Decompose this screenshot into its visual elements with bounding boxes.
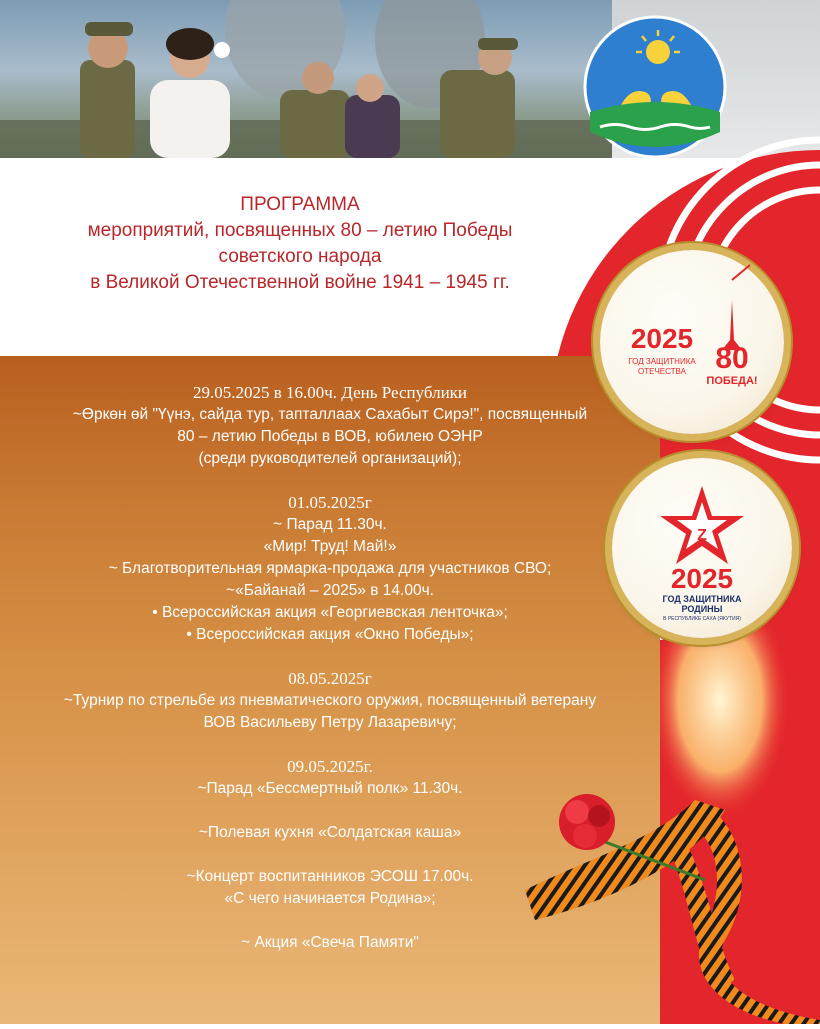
event-1-date: 29.05.2025 в 16.00ч. День Республики <box>192 383 468 402</box>
event-4-extra-3: «С чего начинается Родина»; <box>224 890 436 907</box>
event-4-date: 09.05.2025г. <box>287 757 373 776</box>
badge2-caption-2: РОДИНЫ <box>681 604 723 614</box>
event-2-item-1: ~ Парад 11.30ч. <box>273 516 387 533</box>
event-2-item-2: «Мир! Труд! Май!» <box>263 538 397 555</box>
title-heading: ПРОГРАММА <box>240 194 360 215</box>
badge2-caption-3: В РЕСПУБЛИКЕ САХА (ЯКУТИЯ) <box>663 616 741 622</box>
badge1-word: ПОБЕДА! <box>706 375 758 387</box>
event-3-date: 08.05.2025г <box>288 669 372 688</box>
badge2-year: 2025 <box>670 563 734 594</box>
district-emblem <box>580 12 730 162</box>
svg-text:Z: Z <box>697 527 707 544</box>
badge1-number: 80 <box>715 342 749 375</box>
badge1-caption-2: ОТЕЧЕСТВА <box>638 367 686 376</box>
badge1-year: 2025 <box>630 323 694 354</box>
motherland-statue-icon <box>722 290 742 350</box>
title-line-2: советского народа <box>218 246 382 267</box>
st-george-ribbon-icon <box>525 780 820 1024</box>
event-2-item-6: • Всероссийская акция «Окно Победы»; <box>186 626 474 643</box>
event-4-extra-4: ~ Акция «Свеча Памяти" <box>241 934 419 951</box>
badge1-caption-1: ГОД ЗАЩИТНИКА <box>628 357 696 366</box>
event-2-item-5: • Всероссийская акция «Георгиевская ленточка»; <box>152 604 508 621</box>
title-line-3: в Великой Отечественной войне 1941 – 1945 гг. <box>90 272 510 293</box>
event-4-extra-2: ~Концерт воспитанников ЭСОШ 17.00ч. <box>186 868 474 885</box>
title-line-1: мероприятий, посвященных 80 – летию Победы <box>87 220 513 241</box>
event-2-date: 01.05.2025г <box>288 493 372 512</box>
event-1-item-3: (среди руководителей организаций); <box>198 450 462 467</box>
event-3-item-1: ~Турнир по стрельбе из пневматического оружия, посвященный ветерану <box>63 692 597 709</box>
event-2-item-4: ~«Байанай – 2025» в 14.00ч. <box>226 582 434 599</box>
event-2-item-3: ~ Благотворительная ярмарка-продажа для участников СВО; <box>108 560 552 577</box>
badge2-caption-1: ГОД ЗАЩИТНИКА <box>662 594 742 604</box>
program-title <box>20 192 580 296</box>
event-1-item-1: ~Өркөн өй "Үүнэ, сайда тур, тапталлаах Сахабыт Сирэ!", посвященный <box>72 406 588 423</box>
event-4-extra-1: ~Полевая кухня «Солдатская каша» <box>198 824 462 841</box>
event-4-item-1: ~Парад «Бессмертный полк» 11.30ч. <box>197 780 463 797</box>
event-3-item-2: ВОВ Васильеву Петру Лазаревичу; <box>203 714 457 731</box>
event-1-item-2: 80 – летию Победы в ВОВ, юбилею ОЭНР <box>177 428 483 445</box>
